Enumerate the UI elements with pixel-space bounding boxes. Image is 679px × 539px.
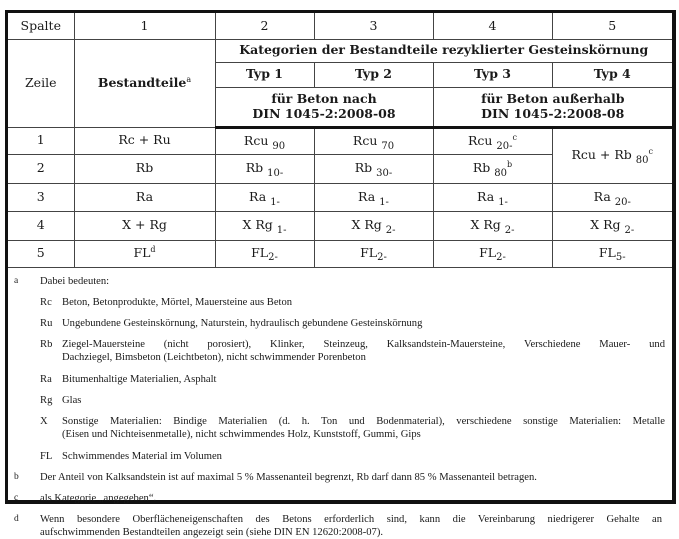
table-row (8, 127, 672, 154)
category-cell: Rcu $_{20-}^c$ (433, 127, 552, 154)
category-cell: $FL_{2-}$ (314, 240, 433, 267)
table-row (8, 183, 672, 211)
category-cell: Rcu + Rb $_{80}^c$ (552, 127, 672, 183)
row-number: 2 (8, 154, 74, 183)
row-number: 4 (8, 211, 74, 240)
category-cell: X Rg $_{2-}$ (314, 211, 433, 240)
column-number: 4 (433, 13, 552, 39)
table-frame: Spalte 1 2 3 4 5 Zeile Bestandteile$^a$ Kategorien der Bestandteile rezyklierter Gesteinskörnung Typ 1 Typ 2 Typ 3 Typ 4 für Beton nach DIN 1045-2:2008-08 für Beton außerhalb DIN 1045-2:2008-08 1 Rc + Ru Rcu $_{90}$ Rcu $_{70}$ Rcu $_{20-}^c$ Rcu + Rb $_{80}^c$ 2 Rb Rb $_{10-}$ Rb $_{30-}$ Rb $_{80}^b$ 3 Ra Ra $_{1-}$ Ra $_{1-}$ Ra $_{1-}$ Ra $_{20-}$ 4 X + Rg X Rg $_{1-}$ X Rg $_{2-}$ X Rg $_{2-}$ X Rg $_{2-}$ 5 $FL^d$ $FL_{2-}$ $FL_{2-}$ $FL_{2-}$ $FL_{5-}$ a Dabei bedeuten: Rc Beton, Betonprodukte, Mörtel, Mauersteine aus Beton Ru Ungebundene Gesteinskörnung, Naturstein, hydraulisch gebundene Gesteinskörnung Rb Ziegel-Mauersteine (nicht porosiert), Klinker, Steinzeug, Kalksandstein-Mauersteine, Verschiedene Mauer- und Dachziegel, Bimsbeton (Leichtbeton), nicht schwimmender Porenbeton Ra Bitumenhaltige Materialien, Asphalt Rg Glas X Sonstige Materialien: Bindige Materialien (d. h. Ton und Bodenmaterial), verschiedene sonstige Materialien: Metalle (Eisen und Nichteisenmetalle), nicht schwimmendes Holz, Kunststoff, Gummi, Gips FL Schwimmendes Material im Volumen b Der Anteil von Kalksandstein ist auf maximal 5 % Massenanteil begrenzt, Rb darf dann 85 % Massenanteil betragen. c als Kategorie „angegeben“. d Wenn besondere Oberflächeneigenschaften des Betons erforderlich sind, kann die Vereinbarung niedrigerer Gehalte an aufschwimmenden Bestandteilen angezeigt sein (siehe DIN EN 12620:2008-07). (5, 10, 676, 504)
footnote-mark: d (14, 514, 19, 524)
category-cell: Rcu $_{90}$ (215, 127, 314, 154)
constituent-cell: Ra (74, 183, 215, 211)
category-cell: Ra $_{20-}$ (552, 183, 672, 211)
column-number: 2 (215, 13, 314, 39)
footnote-mark: a (14, 276, 19, 286)
category-cell: X Rg $_{2-}$ (433, 211, 552, 240)
row-number: 5 (8, 240, 74, 267)
category-cell: Ra $_{1-}$ (215, 183, 314, 211)
type-1-header: Typ 1 (215, 62, 314, 87)
category-cell: $FL_{2-}$ (433, 240, 552, 267)
table-row (8, 211, 672, 240)
usage-outside-din: für Beton außerhalb DIN 1045-2:2008-08 (433, 87, 672, 127)
column-number: 1 (74, 13, 215, 39)
table-row (8, 240, 672, 267)
type-4-header: Typ 4 (552, 62, 672, 87)
footnote-ref: c (512, 132, 518, 142)
row-number: 1 (8, 127, 74, 154)
column-number-row (8, 13, 672, 39)
footnote-ref: c (648, 147, 653, 157)
column-number: 3 (314, 13, 433, 39)
footnote-ref: a (186, 74, 192, 84)
category-cell: Rb $_{30-}$ (314, 154, 433, 183)
usage-inside-din: für Beton nach DIN 1045-2:2008-08 (215, 87, 433, 127)
constituent-cell: $FL^d$ (74, 240, 215, 267)
constituent-cell: X + Rg (74, 211, 215, 240)
column-number: 5 (552, 13, 672, 39)
row-number: 3 (8, 183, 74, 211)
category-cell: Ra $_{1-}$ (314, 183, 433, 211)
zeile-label: Zeile (8, 39, 74, 127)
footnote-mark: c (14, 493, 19, 503)
category-cell: $FL_{2-}$ (215, 240, 314, 267)
category-cell: X Rg $_{1-}$ (215, 211, 314, 240)
footnote-ref: b (507, 160, 513, 170)
category-cell: $FL_{5-}$ (552, 240, 672, 267)
footnote-ref: d (150, 245, 156, 255)
category-header-row (8, 39, 672, 62)
recycled-aggregate-categories-table (8, 13, 672, 268)
type-2-header: Typ 2 (314, 62, 433, 87)
category-cell: Ra $_{1-}$ (433, 183, 552, 211)
category-cell: Rb $_{10-}$ (215, 154, 314, 183)
constituent-cell: Rb (74, 154, 215, 183)
category-cell: Rb $_{80}^b$ (433, 154, 552, 183)
category-header: Kategorien der Bestandteile rezyklierter Gesteinskörnung (215, 39, 672, 62)
type-3-header: Typ 3 (433, 62, 552, 87)
category-cell: X Rg $_{2-}$ (552, 211, 672, 240)
footnote-mark: b (14, 472, 19, 482)
spalte-label: Spalte (8, 13, 74, 39)
category-cell: Rcu $_{70}$ (314, 127, 433, 154)
constituents-header: Bestandteile$^a$ (74, 39, 215, 127)
constituent-cell: Rc + Ru (74, 127, 215, 154)
footnote-intro: Dabei bedeuten: (40, 276, 110, 287)
